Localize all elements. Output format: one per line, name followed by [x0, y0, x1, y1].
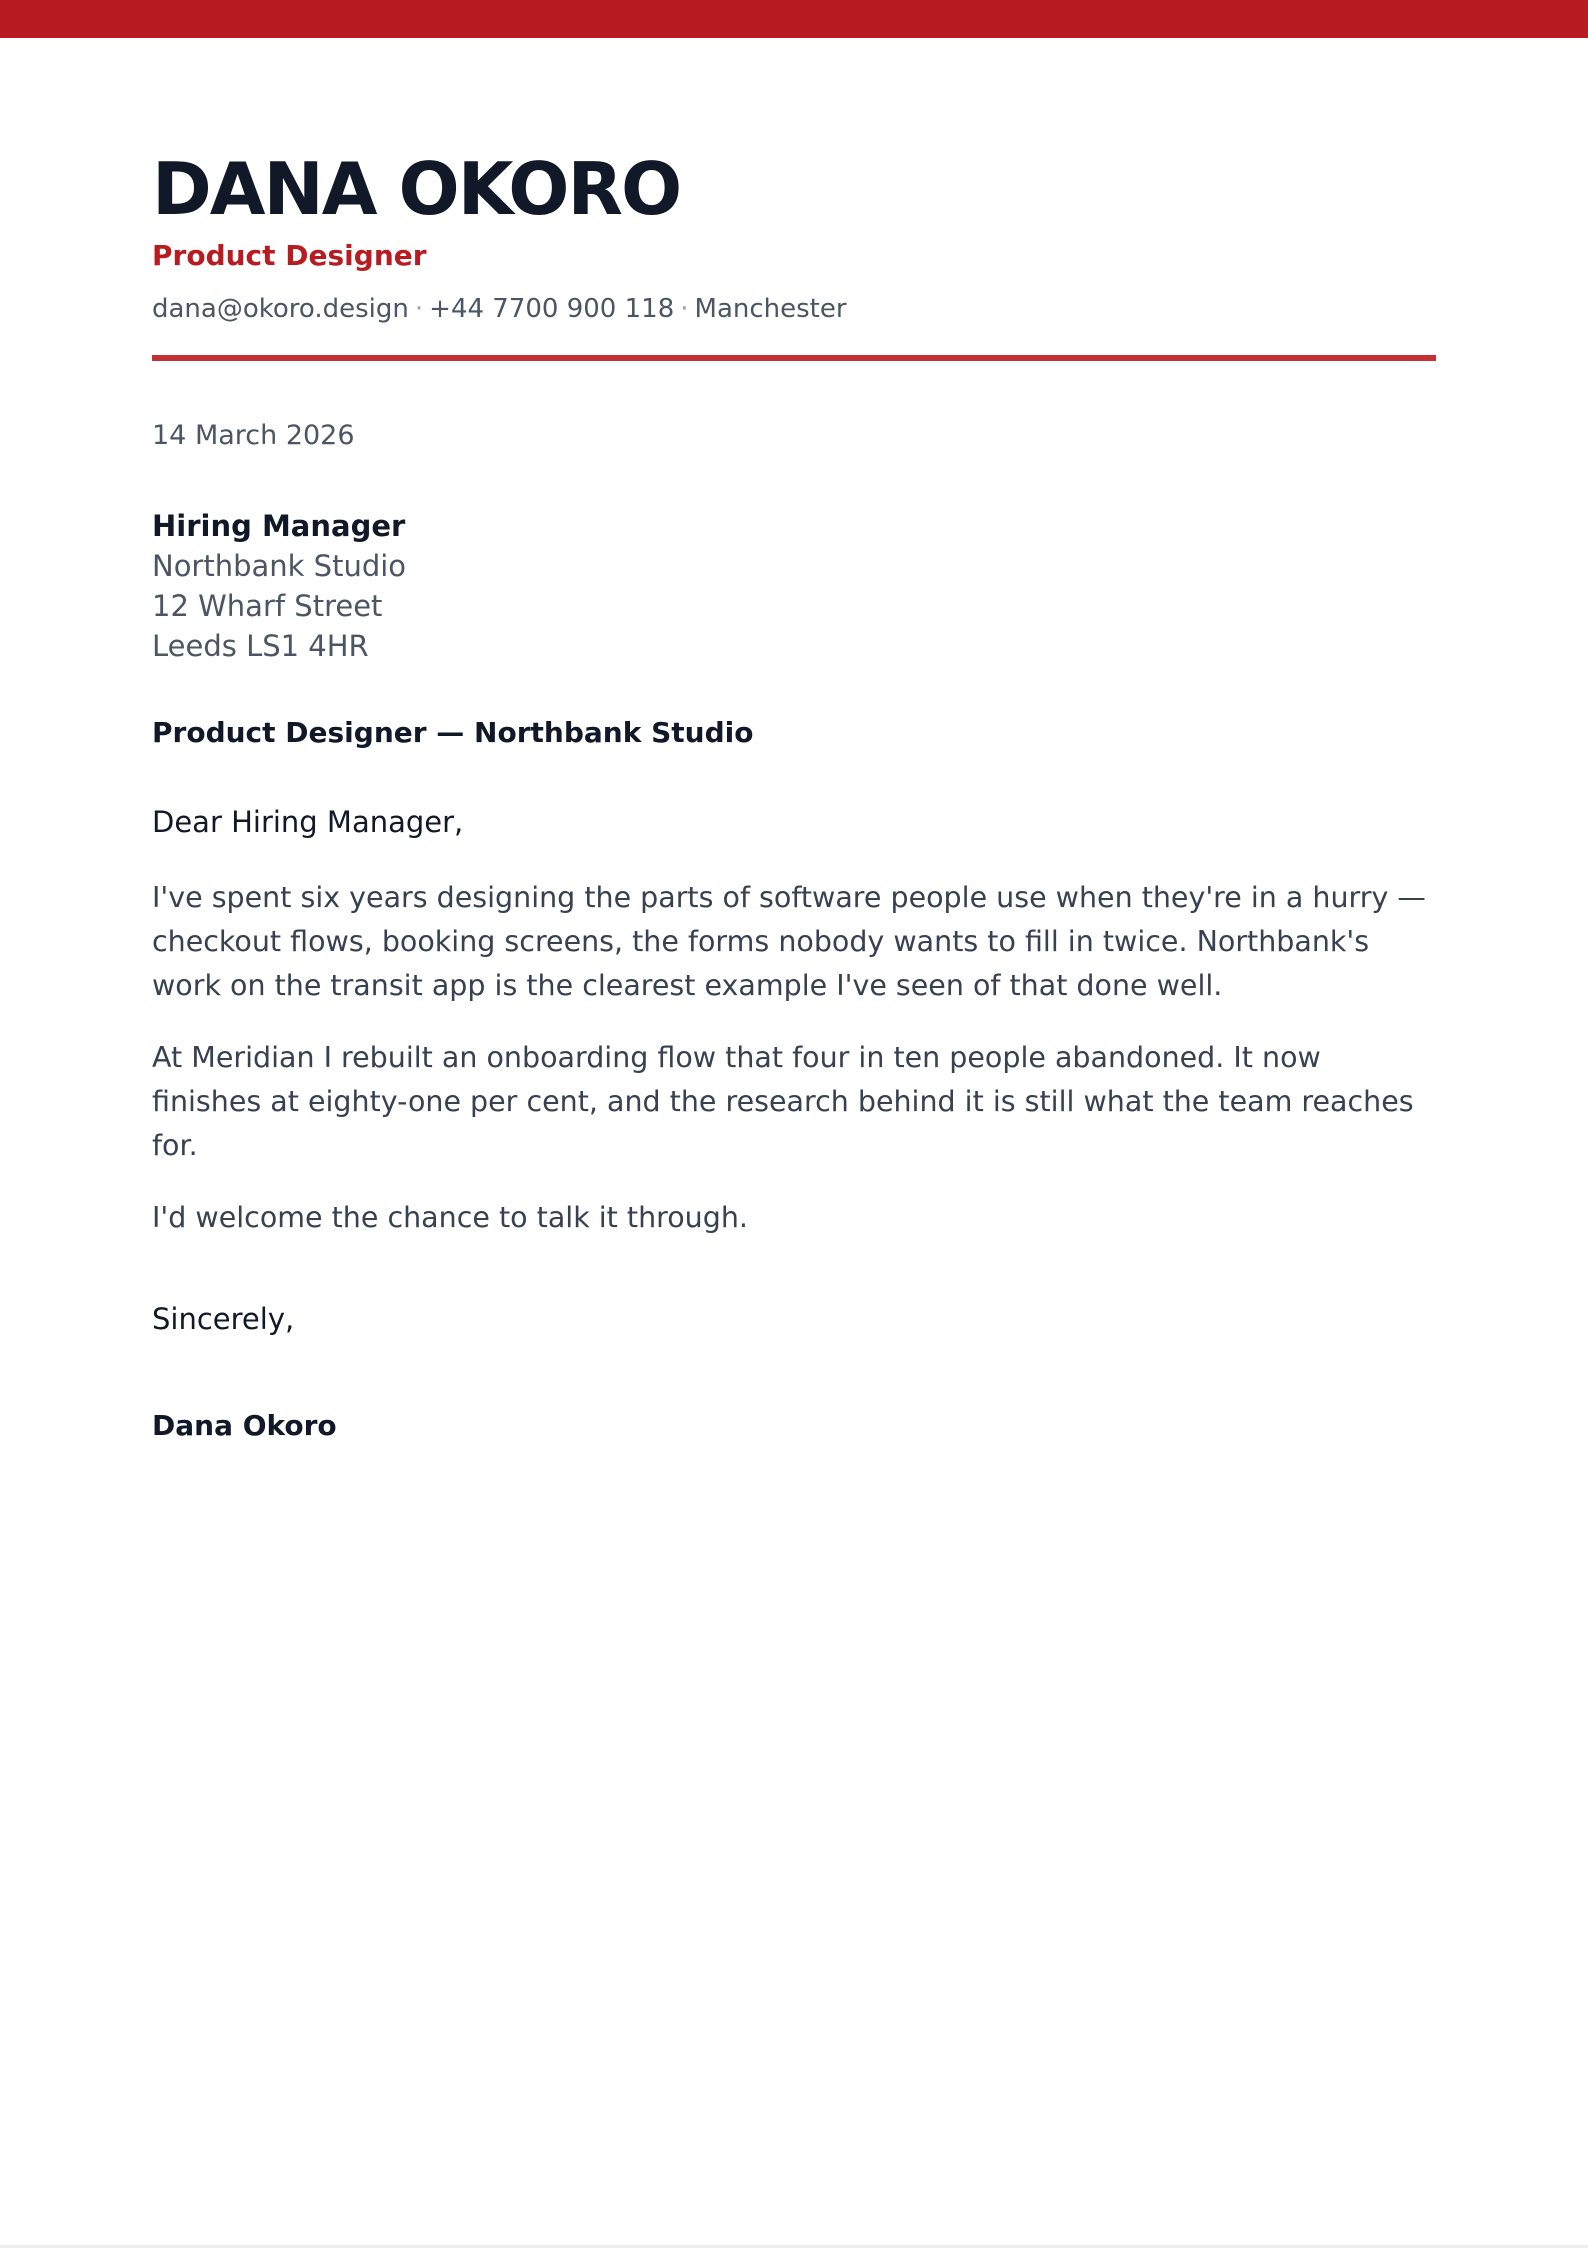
recipient-name: Hiring Manager	[152, 509, 406, 543]
body-paragraph: I'd welcome the chance to talk it through.	[152, 1201, 748, 1234]
letter-salutation: Dear Hiring Manager,	[152, 805, 464, 839]
contact-location: Manchester	[694, 294, 847, 324]
recipient-block	[152, 506, 406, 666]
recipient-street: 12 Wharf Street	[152, 589, 383, 623]
letter-signature: Dana Okoro	[152, 1409, 337, 1442]
applicant-name: DANA OKORO	[152, 147, 681, 231]
applicant-role: Product Designer	[152, 239, 427, 272]
letter-date: 14 March 2026	[152, 420, 355, 451]
letter-body	[152, 876, 1436, 1268]
recipient-company: Northbank Studio	[152, 549, 407, 583]
contact-separator: ·	[414, 294, 424, 324]
top-accent-bar	[0, 0, 1588, 38]
header-divider	[152, 355, 1436, 361]
recipient-city: Leeds LS1 4HR	[152, 629, 369, 663]
contact-separator: ·	[680, 294, 689, 324]
letter-closing: Sincerely,	[152, 1302, 295, 1336]
contact-email: dana@okoro.design	[152, 294, 409, 324]
body-paragraph: At Meridian I rebuilt an onboarding flow that four in ten people abandoned. It now finishes at eighty-one per cent, and the research behind it is still what the team reaches for.	[152, 1041, 1414, 1162]
body-paragraph: I've spent six years designing the parts of software people use when they're in a hurry — checkout flows, booking screens, the forms nobody wants to fill in twice. Northbank's work on the transit app is the clearest example I've seen of that done well.	[152, 881, 1426, 1002]
letter-subject: Product Designer — Northbank Studio	[152, 716, 754, 749]
contact-phone: +44 7700 900 118	[429, 294, 675, 324]
contact-line	[152, 292, 847, 326]
